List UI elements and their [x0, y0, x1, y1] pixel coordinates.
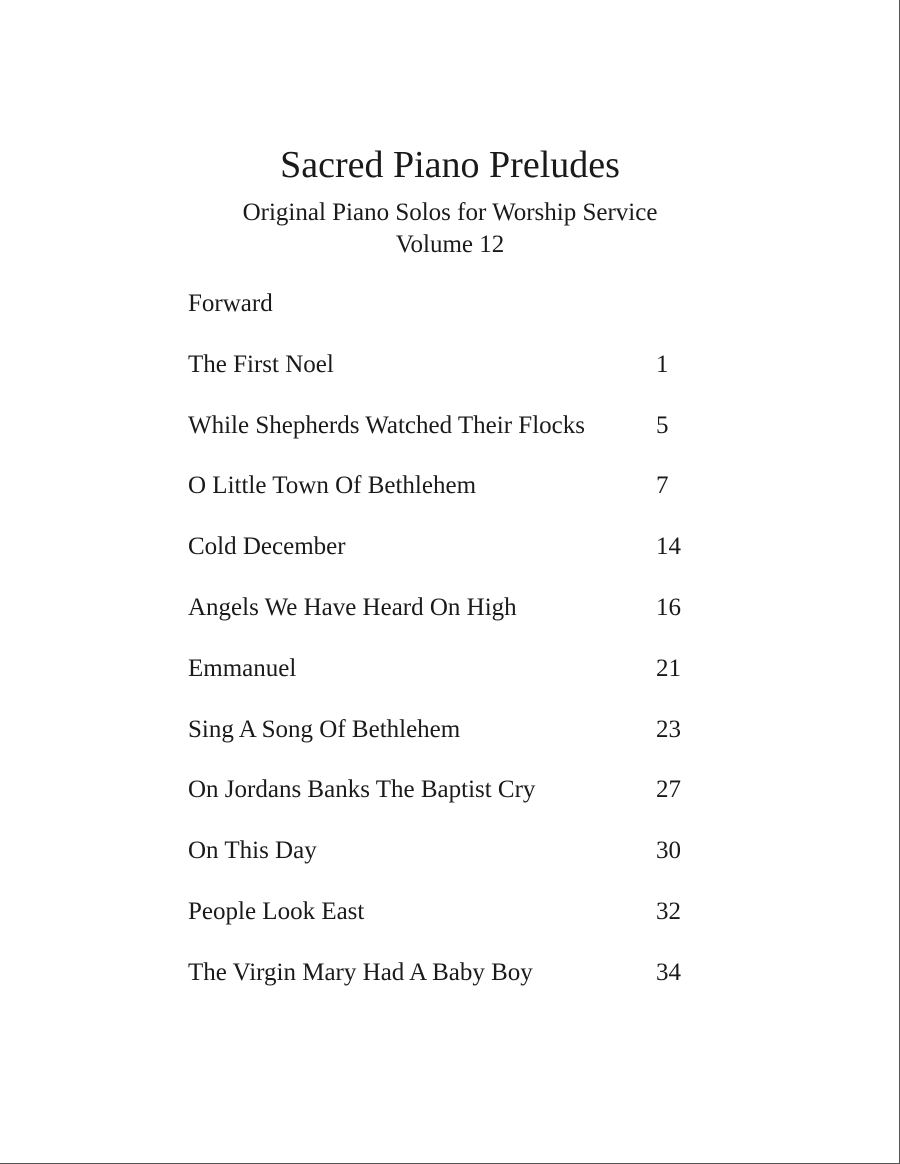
toc-entry-page: 1	[656, 350, 669, 378]
toc-entry-on-jordans-banks	[188, 774, 708, 835]
toc-entry-on-this-day	[188, 835, 708, 896]
toc-entry-the-virgin-mary	[188, 957, 708, 1018]
toc-entry-title: The Virgin Mary Had A Baby Boy	[188, 958, 533, 986]
toc-entry-title: While Shepherds Watched Their Flocks	[188, 411, 585, 439]
toc-entry-emmanuel	[188, 653, 708, 714]
toc-entry-angels-we-have-heard	[188, 592, 708, 653]
toc-entry-page: 5	[656, 411, 669, 439]
toc-entry-page: 30	[656, 837, 681, 865]
toc-entry-page: 32	[656, 897, 681, 925]
toc-entry-page: 27	[656, 776, 681, 804]
toc-entry-title: Emmanuel	[188, 654, 297, 682]
toc-entry-page: 23	[656, 715, 681, 743]
toc-entry-page: 16	[656, 593, 681, 621]
toc-entry-while-shepherds-watched	[188, 410, 708, 471]
toc-entry-page: 34	[656, 958, 681, 986]
toc-entry-title: On Jordans Banks The Baptist Cry	[188, 776, 536, 804]
toc-entry-title: Cold December	[188, 533, 346, 561]
toc-entry-page: 7	[656, 472, 669, 500]
document-subtitle: Original Piano Solos for Worship Service	[242, 199, 658, 226]
document-title: Sacred Piano Preludes	[280, 144, 620, 186]
toc-entry-the-first-noel	[188, 349, 708, 410]
toc-entry-title: On This Day	[188, 837, 317, 865]
toc-entry-title: Angels We Have Heard On High	[188, 593, 517, 621]
toc-entry-title: O Little Town Of Bethlehem	[188, 472, 477, 500]
toc-entry-page: 21	[656, 654, 681, 682]
table-of-contents	[188, 288, 708, 1018]
toc-entry-page: 14	[656, 533, 681, 561]
toc-entry-cold-december	[188, 531, 708, 592]
toc-entry-o-little-town	[188, 470, 708, 531]
toc-entry-people-look-east	[188, 896, 708, 957]
toc-entry-sing-a-song	[188, 714, 708, 775]
toc-entry-title: Forward	[188, 290, 273, 317]
toc-entry-title: Sing A Song Of Bethlehem	[188, 715, 461, 743]
toc-entry-title: People Look East	[188, 897, 365, 925]
document-volume: Volume 12	[395, 231, 505, 258]
toc-entry-forward	[188, 288, 708, 349]
toc-entry-title: The First Noel	[188, 350, 334, 378]
